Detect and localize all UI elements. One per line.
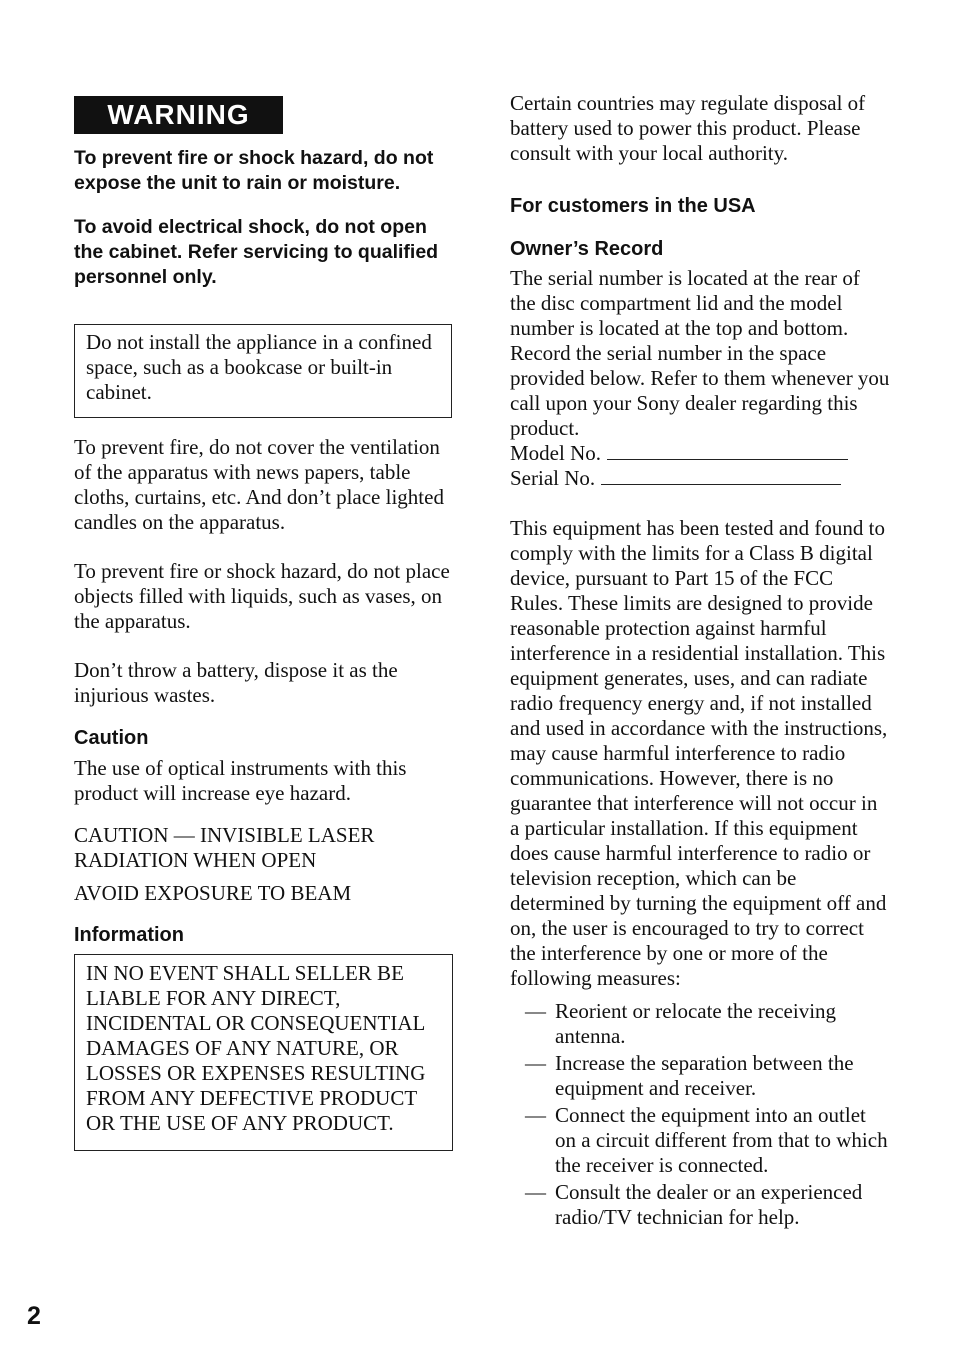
laser-warning-line-3: AVOID EXPOSURE TO BEAM	[74, 881, 352, 905]
usa-customers-heading: For customers in the USA	[510, 195, 756, 217]
interference-measures-list	[510, 999, 890, 1230]
measure-text: Reorient or relocate the receiving antenna.	[555, 999, 837, 1048]
dash-bullet: —	[525, 1103, 546, 1127]
caution-text: The use of optical instruments with this product will increase eye hazard.	[74, 756, 407, 805]
install-notice-text: Do not install the appliance in a confined space, such as a bookcase or built-in cabinet.	[86, 330, 432, 404]
install-notice-box	[74, 324, 452, 418]
liquids-paragraph: To prevent fire or shock hazard, do not place objects filled with liquids, such as vases, on the apparatus.	[74, 559, 450, 633]
owners-record-heading: Owner’s Record	[510, 238, 664, 260]
list-item	[510, 1180, 890, 1230]
dash-bullet: —	[525, 999, 546, 1023]
information-box-text: IN NO EVENT SHALL SELLER BE LIABLE FOR ANY DIRECT, INCIDENTAL OR CONSEQUENTIAL DAMAGES OF ANY NATURE, OR LOSSES OR EXPENSES RESULTING FROM ANY DEFECTIVE PRODUCT OR THE USE OF ANY PRODUCT.	[86, 961, 426, 1135]
model-number-blank-line	[607, 441, 848, 460]
information-box	[74, 954, 453, 1151]
serial-number-blank-line	[601, 466, 841, 485]
serial-number-field	[510, 466, 890, 491]
list-item	[510, 999, 890, 1049]
list-item	[510, 1103, 890, 1178]
left-column	[74, 96, 456, 1151]
measure-text: Consult the dealer or an experienced radio/TV technician for help.	[555, 1180, 863, 1229]
owners-record-text: The serial number is located at the rear of the disc compartment lid and the model number is located at the top and bottom. Record the serial number in the space provided below. Refer to them whenever you call upon your Sony dealer regarding this product.	[510, 266, 890, 440]
page-number: 2	[27, 1302, 41, 1330]
model-number-label: Model No.	[510, 441, 601, 465]
dash-bullet: —	[525, 1051, 546, 1075]
battery-regulation-paragraph: Certain countries may regulate disposal of battery used to power this product. Please consult with your local authority.	[510, 91, 866, 165]
dash-bullet: —	[525, 1180, 546, 1204]
warning-electrical-shock: To avoid electrical shock, do not open the cabinet. Refer servicing to qualified personnel only.	[74, 216, 439, 288]
list-item	[510, 1051, 890, 1101]
measure-text: Increase the separation between the equipment and receiver.	[555, 1051, 854, 1100]
warning-label: WARNING	[74, 96, 283, 134]
information-heading: Information	[74, 924, 184, 946]
battery-paragraph: Don’t throw a battery, dispose it as the injurious wastes.	[74, 658, 398, 707]
fcc-compliance-paragraph: This equipment has been tested and found to comply with the limits for a Class B digital device, pursuant to Part 15 of the FCC Rules. These limits are designed to provide reasonable protection against harmful interference in a residential installation. This equipment generates, uses, and can radiate radio frequency energy and, if not installed and used in accordance with the instructions, may cause harmful interference to radio communications. However, there is no guarantee that interference will not occur in a particular installation. If this equipment does cause harmful interference to radio or television reception, which can be determined by turning the equipment off and on, the user is encouraged to try to correct the interference by one or more of the following measures:	[510, 516, 888, 990]
measure-text: Connect the equipment into an outlet on a circuit different from that to which the receiver is connected.	[555, 1103, 888, 1177]
right-column	[510, 91, 890, 1232]
fire-ventilation-paragraph: To prevent fire, do not cover the ventilation of the apparatus with news papers, table cloths, curtains, etc. And don’t place lighted candles on the apparatus.	[74, 435, 444, 534]
laser-warning-line-2: RADIATION WHEN OPEN	[74, 848, 317, 872]
caution-heading: Caution	[74, 727, 149, 749]
warning-rain-moisture: To prevent fire or shock hazard, do not expose the unit to rain or moisture.	[74, 147, 434, 194]
laser-warning-line-1: CAUTION — INVISIBLE LASER	[74, 823, 375, 847]
serial-number-label: Serial No.	[510, 466, 596, 490]
model-number-field	[510, 441, 890, 466]
